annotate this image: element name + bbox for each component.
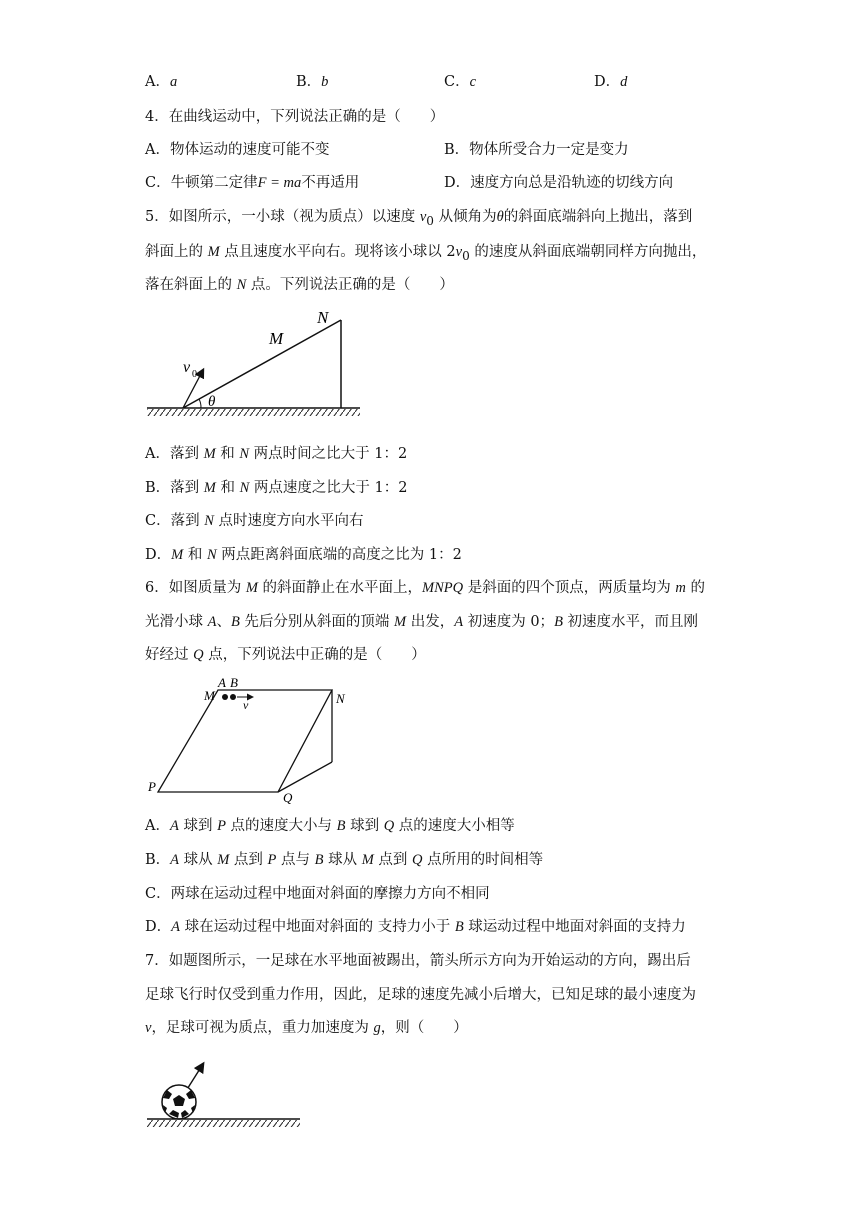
q4-stem: 4．在曲线运动中，下列说法正确的是（ ） <box>145 109 445 125</box>
q5-option-c: C．落到 N 点时速度方向水平向右 <box>145 513 364 529</box>
label-a: A <box>218 675 226 690</box>
q6-stem-line3: 好经过 Q 点，下列说法中正确的是（ ） <box>145 647 426 663</box>
q6-option-c: C．两球在运动过程中地面对斜面的摩擦力方向不相同 <box>145 886 490 902</box>
incline-surface <box>183 320 341 408</box>
q7-stem-line3: v，足球可视为质点，重力加速度为 g，则（ ） <box>145 1020 468 1036</box>
label-n: N <box>317 308 329 327</box>
label-n: N <box>336 691 345 706</box>
ground-hatch <box>147 409 360 416</box>
q5-stem-line2: 斜面上的 M 点且速度水平向右。现将该小球以 $2v_0$ 的速度从斜面底端朝同样方向抛出， <box>145 244 707 263</box>
q7-football-figure <box>145 1050 315 1130</box>
q3-option-c: C．c <box>444 74 477 90</box>
angle-arc <box>199 399 201 408</box>
label-b: B <box>230 675 238 690</box>
q5-option-d: D．M 和 N 两点距离斜面底端的高度之比为 1：2 <box>145 547 462 563</box>
label-theta: θ <box>208 394 216 410</box>
q4-option-c: C．牛顿第二定律F = ma不再适用 <box>145 175 360 191</box>
ground-hatch <box>147 1120 300 1127</box>
q5-incline-figure <box>145 308 375 418</box>
label-m: M <box>204 688 215 703</box>
q4-option-b: B．物体所受合力一定是变力 <box>444 142 629 158</box>
q6-option-b: B．A 球从 M 点到 P 点与 B 球从 M 点到 Q 点所用的时间相等 <box>145 852 544 868</box>
q5-option-b: B．落到 M 和 N 两点速度之比大于 1：2 <box>145 480 408 496</box>
q7-stem-line1: 7．如题图所示，一足球在水平地面被踢出，箭头所示方向为开始运动的方向，踢出后 <box>145 953 691 969</box>
q6-stem-line2: 光滑小球 A、B 先后分别从斜面的顶端 M 出发，A 初速度为 0；B 初速度水平，而且刚 <box>145 614 699 630</box>
label-p: P <box>148 779 156 794</box>
label-v: v <box>243 698 249 712</box>
q3-option-b: B．b <box>296 74 329 90</box>
q6-wedge-figure <box>145 675 365 805</box>
q5-stem-line3: 落在斜面上的 N 点。下列说法正确的是（ ） <box>145 277 454 293</box>
q3-option-a: A．a <box>145 74 178 90</box>
q4-option-a: A．物体运动的速度可能不变 <box>145 142 330 158</box>
q6-option-a: A．A 球到 P 点的速度大小与 B 球到 Q 点的速度大小相等 <box>145 818 515 834</box>
q6-option-d: D．A 球在运动过程中地面对斜面的 支持力小于 B 球运动过程中地面对斜面的支持力 <box>145 919 686 935</box>
ball-a <box>222 694 228 700</box>
q3-option-d: D．d <box>594 74 628 90</box>
q5-stem-line1: 5．如图所示，一小球（视为质点）以速度 $v_0$ 从倾角为θ的斜面底端斜向上抛出，落到 <box>145 209 693 228</box>
q7-stem-line2: 足球飞行时仅受到重力作用，因此，足球的速度先减小后增大，已知足球的最小速度为 <box>145 987 696 1003</box>
label-v-sub: 0 <box>192 369 197 380</box>
football <box>162 1085 196 1119</box>
label-v: v <box>183 359 191 376</box>
q5-option-a: A．落到 M 和 N 两点时间之比大于 1：2 <box>145 446 408 462</box>
ball-b <box>230 694 236 700</box>
label-q: Q <box>283 790 293 805</box>
q4-option-d: D．速度方向总是沿轨迹的切线方向 <box>444 175 674 191</box>
label-m: M <box>269 329 284 348</box>
q6-stem-line1: 6．如图质量为 M 的斜面静止在水平面上，MNPQ 是斜面的四个顶点，两质量均为 m 的 <box>145 580 705 596</box>
